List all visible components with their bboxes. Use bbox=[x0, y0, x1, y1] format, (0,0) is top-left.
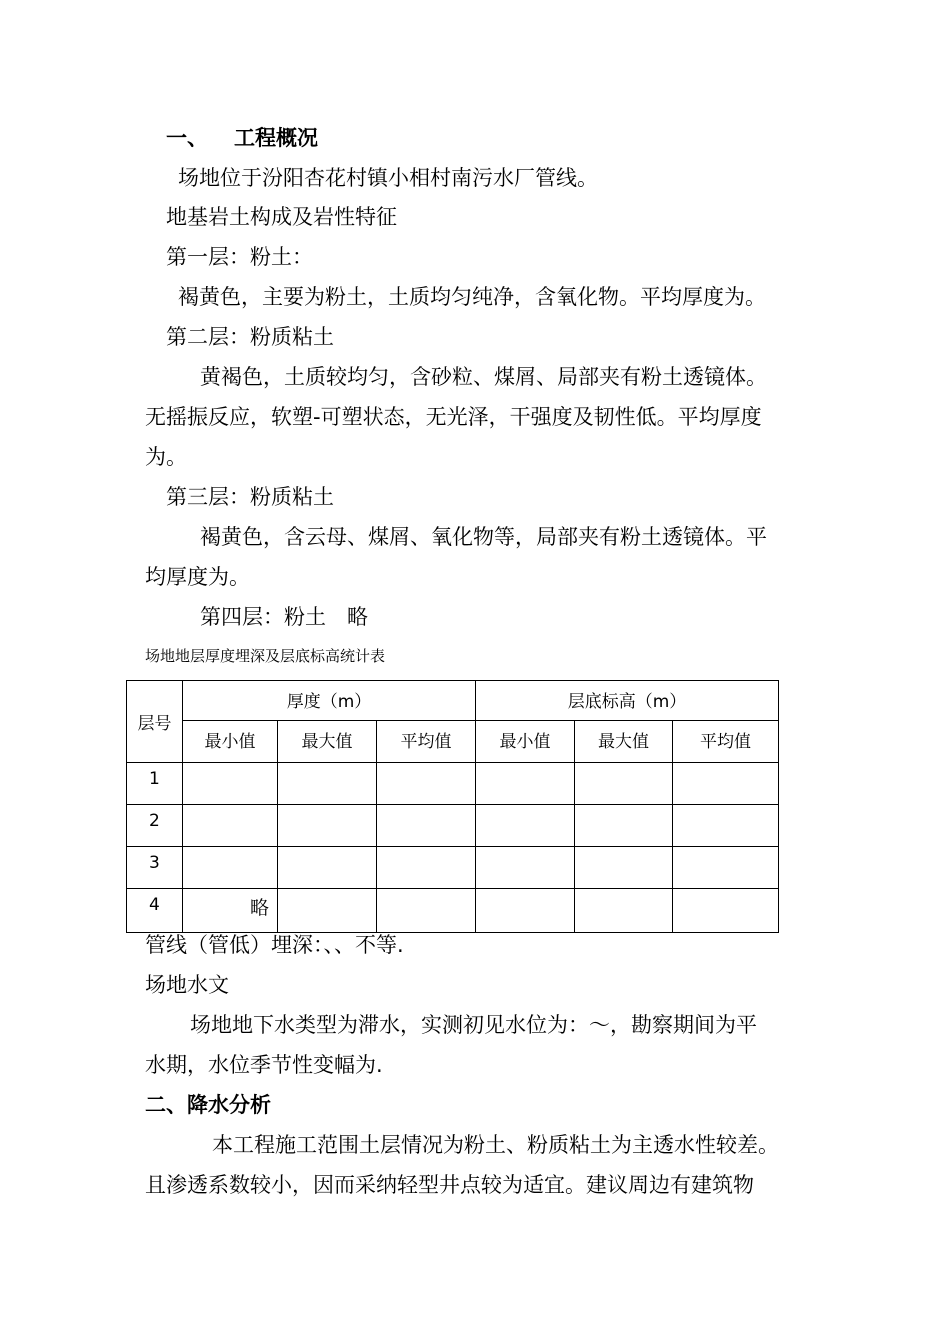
section1-heading-num: 一、 bbox=[166, 126, 208, 150]
subheader-elevation-min: 最小值 bbox=[476, 721, 575, 763]
subheader-thickness-avg: 平均值 bbox=[377, 721, 476, 763]
section2-heading: 二、降水分析 bbox=[145, 1093, 271, 1117]
layer3-title: 第三层：粉质粘土 bbox=[166, 485, 334, 509]
foundation-title: 地基岩土构成及岩性特征 bbox=[166, 205, 397, 229]
table-cell bbox=[476, 805, 575, 847]
layer4-title: 第四层：粉土 略 bbox=[200, 605, 368, 629]
table-cell bbox=[673, 847, 779, 889]
table-cell bbox=[575, 763, 673, 805]
table-cell bbox=[476, 889, 575, 933]
table-cell bbox=[183, 847, 278, 889]
hydro-desc-line1: 场地地下水类型为滞水，实测初见水位为：～，勘察期间为平 bbox=[190, 1013, 757, 1037]
table-row bbox=[127, 805, 779, 847]
table-cell bbox=[278, 805, 377, 847]
table-cell bbox=[476, 763, 575, 805]
table-cell bbox=[377, 763, 476, 805]
layer2-desc-line1: 黄褐色，土质较均匀，含砂粒、煤屑、局部夹有粉土透镜体。 bbox=[200, 365, 767, 389]
table-row bbox=[127, 889, 779, 933]
subheader-elevation-max: 最大值 bbox=[575, 721, 673, 763]
subheader-thickness-min: 最小值 bbox=[183, 721, 278, 763]
layer3-desc-line2: 均厚度为。 bbox=[145, 565, 250, 589]
table-cell bbox=[278, 763, 377, 805]
table-caption: 场地地层厚度埋深及层底标高统计表 bbox=[145, 647, 386, 665]
layer2-desc-line3: 为。 bbox=[145, 445, 187, 469]
hydro-desc-line2: 水期，水位季节性变幅为. bbox=[145, 1053, 383, 1077]
table-cell bbox=[278, 889, 377, 933]
row-layer-no: 3 bbox=[127, 847, 183, 889]
subheader-thickness-max: 最大值 bbox=[278, 721, 377, 763]
row-layer-no: 2 bbox=[127, 805, 183, 847]
row-layer-no: 1 bbox=[127, 763, 183, 805]
layer1-desc: 褐黄色，主要为粉土，土质均匀纯净，含氧化物。平均厚度为。 bbox=[178, 285, 766, 309]
table-cell bbox=[183, 763, 278, 805]
table-cell bbox=[377, 847, 476, 889]
section1-heading bbox=[166, 128, 318, 149]
header-thickness: 厚度（m） bbox=[183, 681, 476, 721]
table-row bbox=[127, 847, 779, 889]
layer2-desc-line2: 无摇振反应，软塑-可塑状态，无光泽，干强度及韧性低。平均厚度 bbox=[145, 405, 762, 429]
layer3-desc-line1: 褐黄色，含云母、煤屑、氧化物等，局部夹有粉土透镜体。平 bbox=[200, 525, 767, 549]
table-subheader-row bbox=[127, 721, 779, 763]
table-cell bbox=[575, 805, 673, 847]
row-layer-no: 4 bbox=[127, 889, 183, 933]
table-cell bbox=[183, 805, 278, 847]
section2-desc-line1: 本工程施工范围土层情况为粉土、粉质粘土为主透水性较差。 bbox=[212, 1133, 779, 1157]
table-cell bbox=[575, 847, 673, 889]
row-note: 略 bbox=[183, 889, 278, 933]
strata-statistics-table bbox=[126, 680, 779, 933]
table-header-row bbox=[127, 681, 779, 721]
layer1-title: 第一层：粉土： bbox=[166, 245, 313, 269]
table-cell bbox=[673, 889, 779, 933]
table-cell bbox=[673, 805, 779, 847]
site-location: 场地位于汾阳杏花村镇小相村南污水厂管线。 bbox=[178, 166, 598, 190]
layer2-title: 第二层：粉质粘土 bbox=[166, 325, 334, 349]
hydro-title: 场地水文 bbox=[145, 973, 229, 997]
table-cell bbox=[278, 847, 377, 889]
header-elevation: 层底标高（m） bbox=[476, 681, 779, 721]
table-cell bbox=[377, 805, 476, 847]
section2-desc-line2: 且渗透系数较小，因而采纳轻型井点较为适宜。建议周边有建筑物 bbox=[145, 1173, 754, 1197]
table-row bbox=[127, 763, 779, 805]
table-cell bbox=[575, 889, 673, 933]
subheader-elevation-avg: 平均值 bbox=[673, 721, 779, 763]
table-cell bbox=[377, 889, 476, 933]
section1-heading-title: 工程概况 bbox=[234, 126, 318, 150]
pipe-depth: 管线（管低）埋深：、、不等. bbox=[145, 933, 404, 957]
table-cell bbox=[476, 847, 575, 889]
header-layer-no: 层号 bbox=[127, 681, 183, 763]
table-cell bbox=[673, 763, 779, 805]
